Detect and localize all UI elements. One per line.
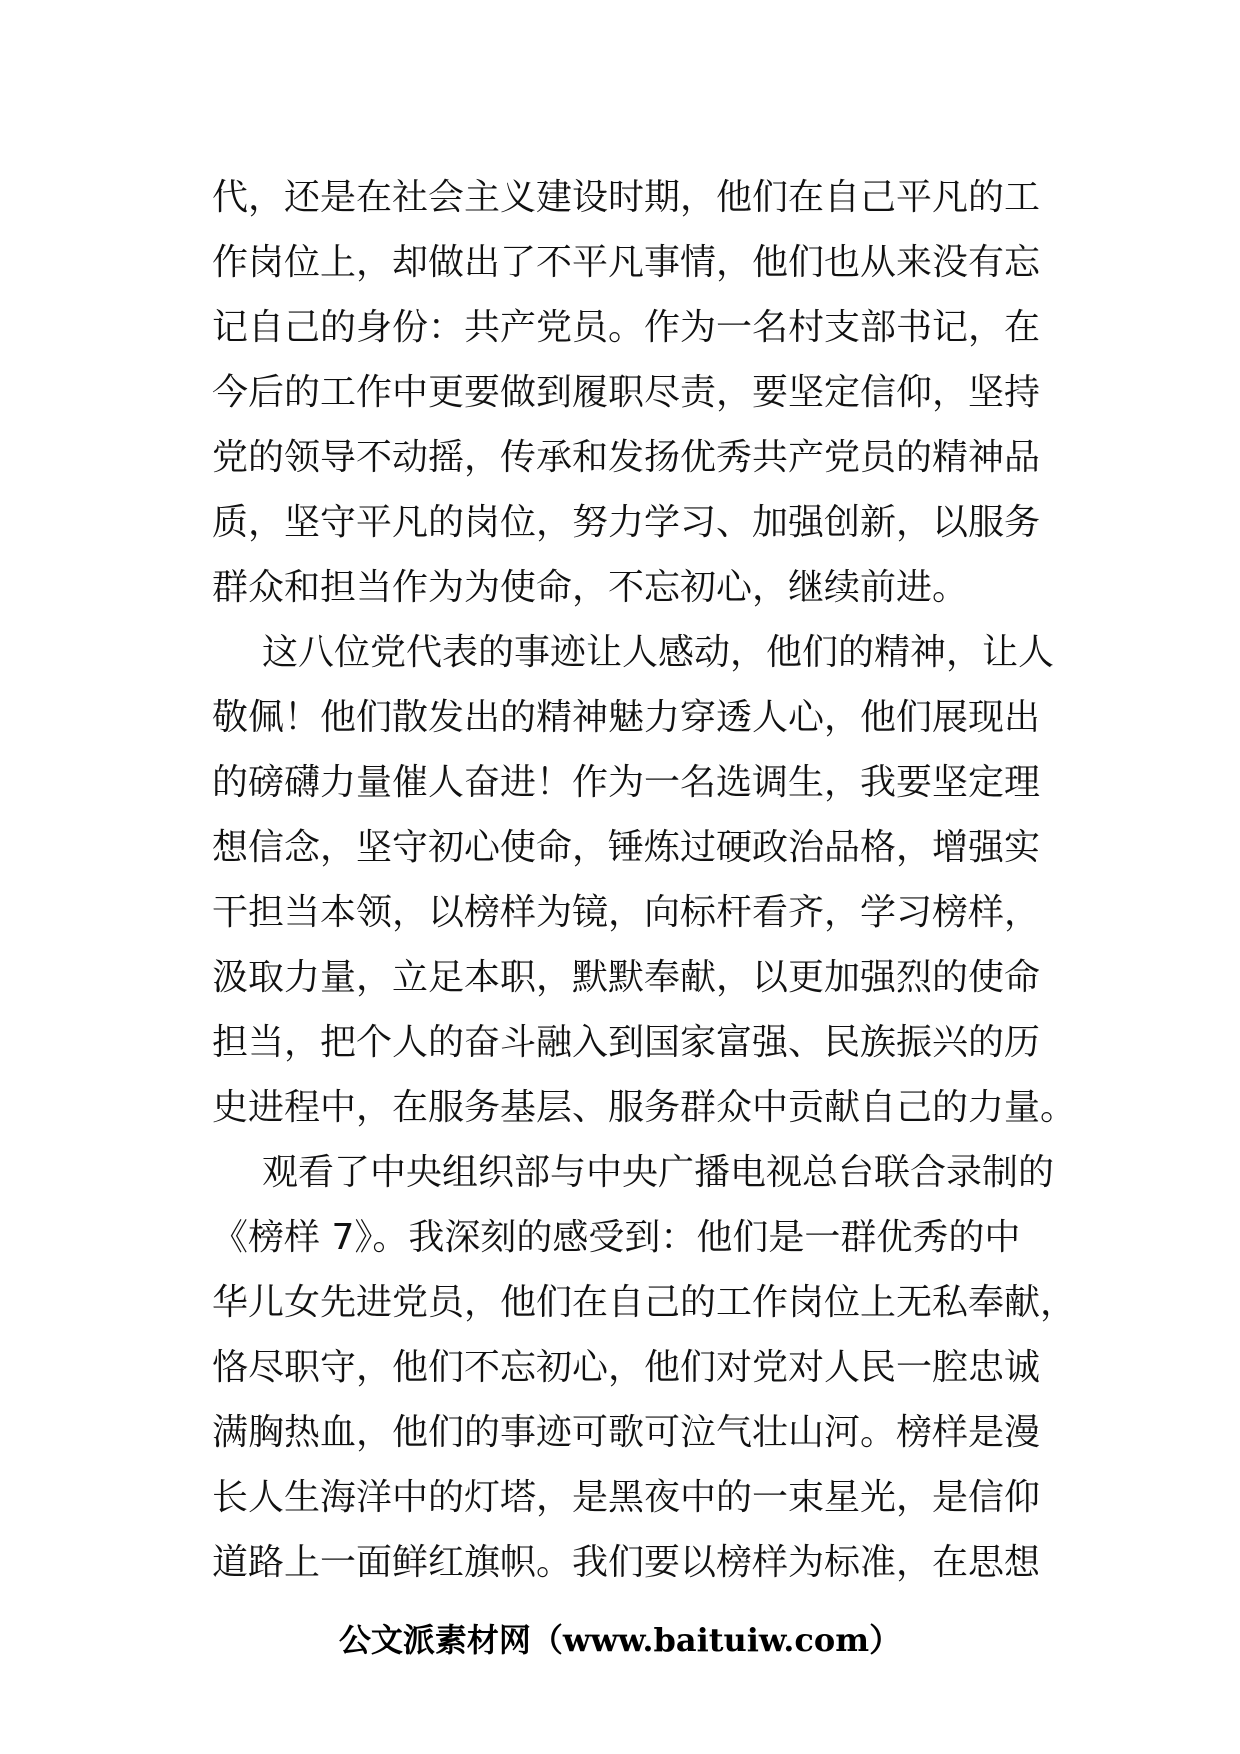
paragraph-2-line-6: 汲取力量，立足本职，默默奉献，以更加强烈的使命 — [212, 957, 1041, 998]
paragraph-1-line-5: 党的领导不动摇，传承和发扬优秀共产党员的精神品 — [212, 437, 1041, 478]
paragraph-1-line-6: 质，坚守平凡的岗位，努力学习、加强创新，以服务 — [212, 502, 1041, 543]
paragraph-2-line-2: 敬佩！他们散发出的精神魅力穿透人心，他们展现出 — [212, 697, 1041, 738]
paragraph-1-line-4: 今后的工作中更要做到履职尽责，要坚定信仰，坚持 — [212, 372, 1041, 413]
document-body — [212, 165, 1077, 1595]
footer-source-text: 公文派素材网（www.baituiw.com） — [338, 1621, 902, 1659]
paragraph-3-line-5: 满胸热血，他们的事迹可歌可泣气壮山河。榜样是漫 — [212, 1412, 1041, 1453]
paragraph-2-line-3: 的磅礴力量催人奋进！作为一名选调生，我要坚定理 — [212, 762, 1041, 803]
paragraph-2-line-1: 这八位党代表的事迹让人感动，他们的精神，让人 — [262, 632, 1055, 673]
paragraph-3-line-2: 《榜样 7》。我深刻的感受到：他们是一群优秀的中 — [212, 1217, 1021, 1258]
paragraph-3-line-4: 恪尽职守，他们不忘初心，他们对党对人民一腔忠诚 — [212, 1347, 1041, 1388]
paragraph-1-line-3: 记自己的身份：共产党员。作为一名村支部书记，在 — [212, 307, 1041, 348]
paragraph-3-line-3: 华儿女先进党员，他们在自己的工作岗位上无私奉献， — [212, 1282, 1077, 1323]
paragraph-1-line-7: 群众和担当作为为使命，不忘初心，继续前进。 — [212, 567, 969, 608]
paragraph-1-line-1: 代，还是在社会主义建设时期，他们在自己平凡的工 — [212, 177, 1041, 218]
paragraph-2-line-8: 史进程中，在服务基层、服务群众中贡献自己的力量。 — [212, 1087, 1077, 1128]
paragraph-3-line-1: 观看了中央组织部与中央广播电视总台联合录制的 — [262, 1152, 1055, 1193]
paragraph-2-line-5: 干担当本领，以榜样为镜，向标杆看齐，学习榜样， — [212, 892, 1041, 933]
paragraph-2-line-7: 担当，把个人的奋斗融入到国家富强、民族振兴的历 — [212, 1022, 1041, 1063]
paragraph-2-line-4: 想信念，坚守初心使命，锤炼过硬政治品格，增强实 — [212, 827, 1041, 868]
paragraph-3-line-6: 长人生海洋中的灯塔，是黑夜中的一束星光，是信仰 — [212, 1477, 1041, 1518]
paragraph-3-line-7: 道路上一面鲜红旗帜。我们要以榜样为标准，在思想 — [212, 1542, 1041, 1583]
paragraph-1-line-2: 作岗位上，却做出了不平凡事情，他们也从来没有忘 — [212, 242, 1041, 283]
